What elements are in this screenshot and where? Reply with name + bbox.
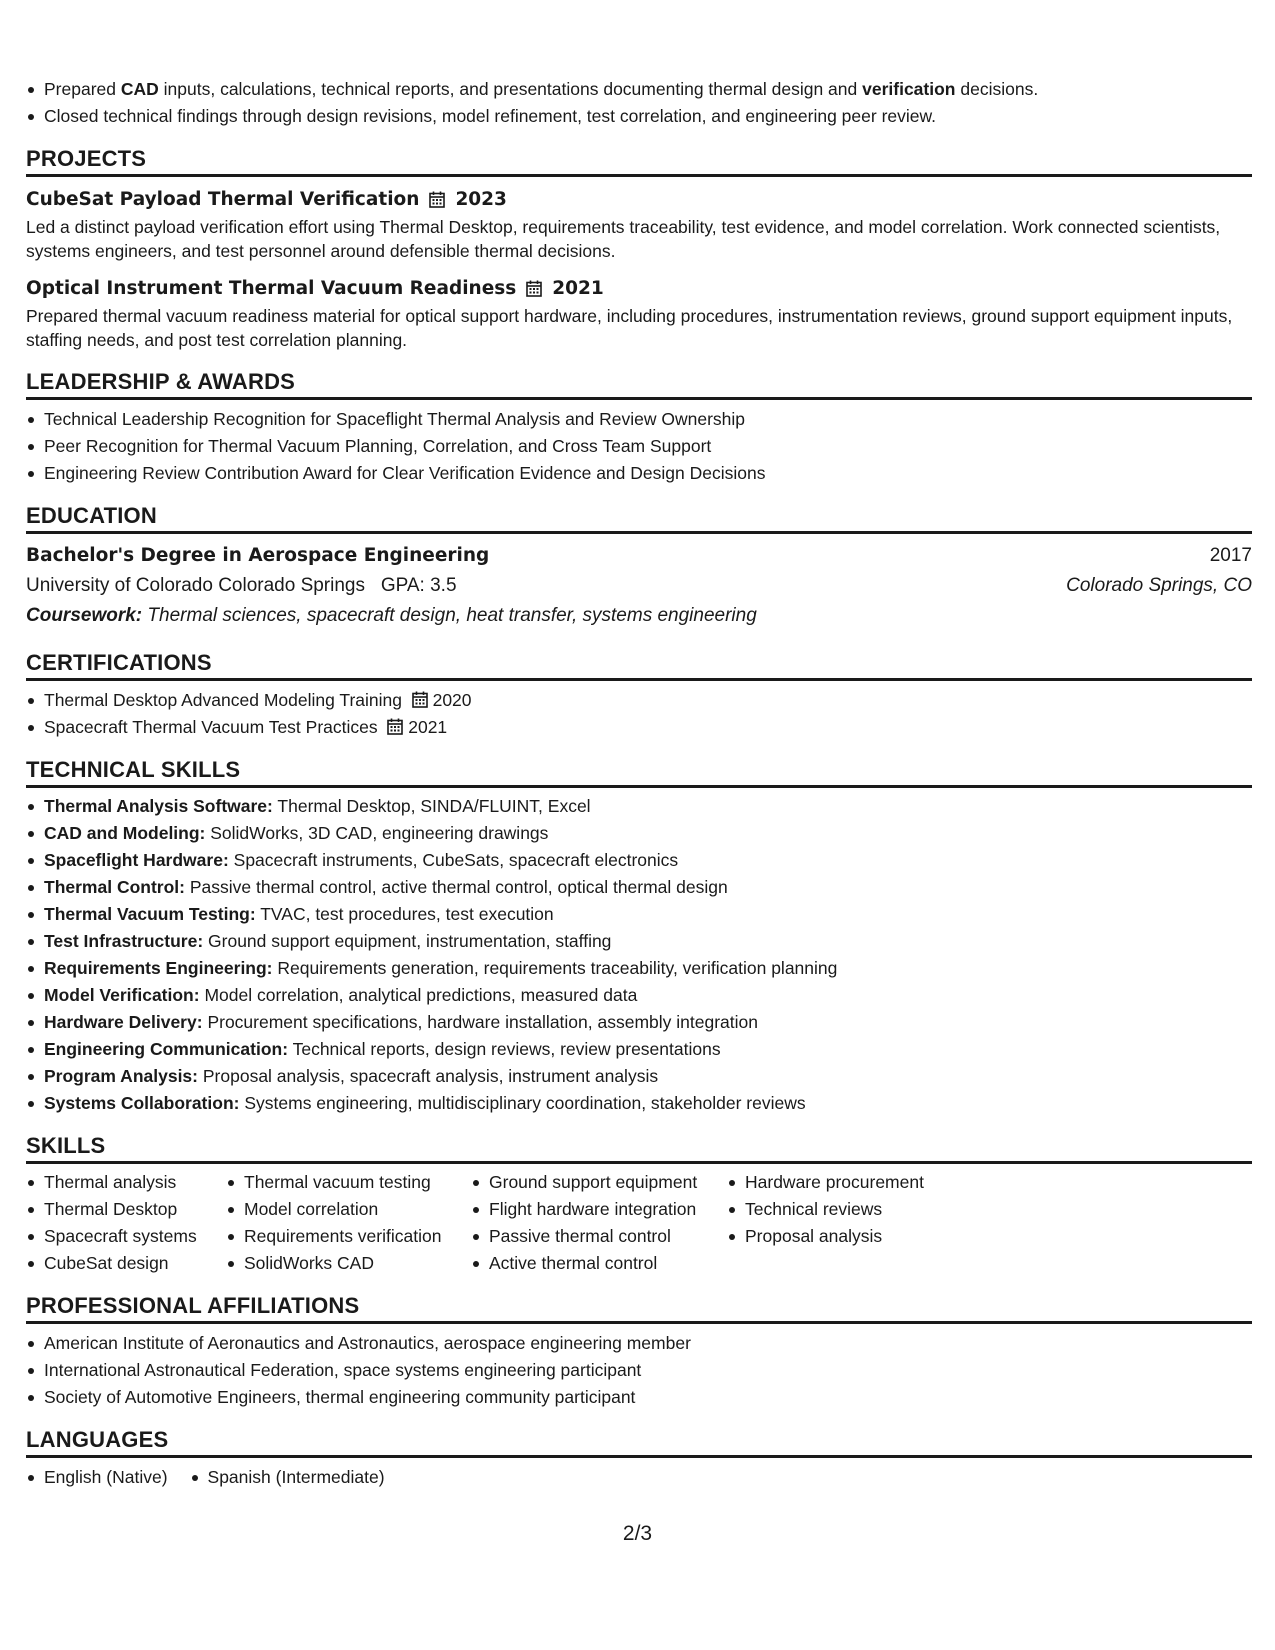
- coursework: [26, 601, 1252, 631]
- affiliations-section: [26, 1293, 1252, 1411]
- technical-skills-list: [26, 793, 1252, 1117]
- skill-values: TVAC, test procedures, test execution: [260, 904, 554, 924]
- list-item: Closed technical findings through design revisions, model refinement, test correlation, and engineering peer review.: [26, 103, 1252, 130]
- project-name: CubeSat Payload Thermal Verification: [26, 188, 420, 210]
- skills-column: [471, 1169, 727, 1277]
- list-item: Thermal vacuum testing: [226, 1169, 471, 1196]
- projects-section: [26, 146, 1252, 352]
- list-item: American Institute of Aeronautics and Astronautics, aerospace engineering member: [26, 1330, 1252, 1357]
- project-year: 2023: [455, 188, 507, 210]
- education-section: [26, 503, 1252, 631]
- list-item: [26, 982, 1252, 1009]
- section-title: LANGUAGES: [26, 1427, 1252, 1458]
- skill-values: Passive thermal control, active thermal control, optical thermal design: [189, 877, 728, 897]
- project-year: 2021: [552, 277, 604, 299]
- skill-values: Model correlation, analytical predictions, measured data: [204, 985, 638, 1005]
- list-item: [26, 955, 1252, 982]
- school-info: [26, 571, 457, 601]
- section-title: LEADERSHIP & AWARDS: [26, 369, 1252, 400]
- skill-category: Requirements Engineering:: [44, 958, 273, 978]
- education-school-row: [26, 571, 1252, 601]
- list-item: [26, 1090, 1252, 1117]
- certification-year: 2021: [408, 717, 448, 737]
- skill-category: Engineering Communication:: [44, 1039, 289, 1059]
- list-item: Spanish (Intermediate): [190, 1464, 385, 1491]
- section-title: PROJECTS: [26, 146, 1252, 177]
- coursework-label: Coursework:: [26, 605, 143, 626]
- school-name: University of Colorado Colorado Springs: [26, 575, 365, 596]
- skill-values: Spacecraft instruments, CubeSats, spacecraft electronics: [233, 850, 679, 870]
- project-name: Optical Instrument Thermal Vacuum Readiness: [26, 277, 517, 299]
- list-item: Peer Recognition for Thermal Vacuum Planning, Correlation, and Cross Team Support: [26, 433, 1252, 460]
- project-entry: [26, 185, 1252, 263]
- project-heading: [26, 185, 1252, 213]
- certification-year: 2020: [432, 690, 472, 710]
- section-title: EDUCATION: [26, 503, 1252, 534]
- list-item: Technical reviews: [727, 1196, 987, 1223]
- skills-column: [226, 1169, 471, 1277]
- skills-column: [727, 1169, 987, 1277]
- leadership-list: [26, 406, 1252, 487]
- languages-section: [26, 1427, 1252, 1491]
- calendar-icon: [429, 191, 445, 208]
- school-location: Colorado Springs, CO: [1066, 575, 1252, 596]
- resume-page: [26, 76, 1252, 1491]
- list-item: [26, 1036, 1252, 1063]
- section-title: SKILLS: [26, 1133, 1252, 1164]
- list-item: [26, 1063, 1252, 1090]
- list-item: [26, 1009, 1252, 1036]
- list-item: Thermal Desktop: [26, 1196, 226, 1223]
- bullet-text: inputs, calculations, technical reports, and presentations documenting thermal design and: [158, 79, 863, 99]
- skill-values: SolidWorks, 3D CAD, engineering drawings: [210, 823, 549, 843]
- list-item: Requirements verification: [226, 1223, 471, 1250]
- degree: Bachelor's Degree in Aerospace Engineering: [26, 545, 490, 566]
- calendar-icon: [526, 280, 542, 297]
- skill-values: Requirements generation, requirements traceability, verification planning: [277, 958, 838, 978]
- list-item: Model correlation: [226, 1196, 471, 1223]
- skills-column: [26, 1169, 226, 1277]
- bullet-text: decisions.: [955, 79, 1039, 99]
- graduation-year: 2017: [1209, 545, 1252, 566]
- skill-category: Hardware Delivery:: [44, 1012, 203, 1032]
- project-description: Prepared thermal vacuum readiness material for optical support hardware, including procedures, instrumentation reviews, ground support equipment inputs, staffing needs, and post test correlation planning.: [26, 306, 1233, 350]
- skill-values: Proposal analysis, spacecraft analysis, instrument analysis: [202, 1066, 659, 1086]
- list-item: Engineering Review Contribution Award for Clear Verification Evidence and Design Decisions: [26, 460, 1252, 487]
- certifications-section: [26, 650, 1252, 741]
- certifications-list: [26, 687, 1252, 741]
- list-item: Society of Automotive Engineers, thermal engineering community participant: [26, 1384, 1252, 1411]
- list-item: Flight hardware integration: [471, 1196, 727, 1223]
- section-title: PROFESSIONAL AFFILIATIONS: [26, 1293, 1252, 1324]
- page-number: 2/3: [622, 1522, 653, 1545]
- gpa: GPA: 3.5: [380, 575, 457, 596]
- skills-columns: [26, 1169, 1252, 1277]
- list-item: [26, 820, 1252, 847]
- coursework-text: Thermal sciences, spacecraft design, heat transfer, systems engineering: [147, 605, 757, 626]
- skills-section: [26, 1133, 1252, 1277]
- skill-values: Ground support equipment, instrumentation, staffing: [208, 931, 612, 951]
- list-item: [26, 793, 1252, 820]
- skill-values: Technical reports, design reviews, review presentations: [292, 1039, 721, 1059]
- project-description: Led a distinct payload verification effort using Thermal Desktop, requirements traceability, test evidence, and model correlation. Work connected scientists, systems engineers, and test personnel around defensible thermal decisions.: [26, 217, 1221, 261]
- bullet-bold: verification: [862, 79, 956, 99]
- list-item: Hardware procurement: [727, 1169, 987, 1196]
- list-item: [26, 901, 1252, 928]
- bullet-text: Prepared: [44, 79, 121, 99]
- list-item: Proposal analysis: [727, 1223, 987, 1250]
- skill-values: Procurement specifications, hardware installation, assembly integration: [207, 1012, 758, 1032]
- section-title: TECHNICAL SKILLS: [26, 757, 1252, 788]
- skill-category: Test Infrastructure:: [44, 931, 204, 951]
- list-item: CubeSat design: [26, 1250, 226, 1277]
- section-title: CERTIFICATIONS: [26, 650, 1252, 681]
- skill-category: Spaceflight Hardware:: [44, 850, 229, 870]
- list-item: [26, 847, 1252, 874]
- affiliations-list: [26, 1330, 1252, 1411]
- list-item: Thermal analysis: [26, 1169, 226, 1196]
- project-entry: [26, 274, 1252, 352]
- calendar-icon: [412, 691, 428, 708]
- skill-category: CAD and Modeling:: [44, 823, 206, 843]
- bullet-bold: CAD: [120, 79, 159, 99]
- list-item: [26, 874, 1252, 901]
- certification-name: Thermal Desktop Advanced Modeling Training: [44, 690, 402, 710]
- list-item: Ground support equipment: [471, 1169, 727, 1196]
- skill-category: Thermal Control:: [44, 877, 185, 897]
- skill-category: Thermal Vacuum Testing:: [44, 904, 256, 924]
- list-item: [26, 714, 1252, 741]
- technical-skills-section: [26, 757, 1252, 1117]
- education-header: [26, 541, 1252, 571]
- list-item: [26, 928, 1252, 955]
- skill-category: Model Verification:: [44, 985, 200, 1005]
- list-item: [26, 76, 1252, 103]
- list-item: [26, 687, 1252, 714]
- list-item: Passive thermal control: [471, 1223, 727, 1250]
- skill-values: Thermal Desktop, SINDA/FLUINT, Excel: [277, 796, 591, 816]
- skill-values: Systems engineering, multidisciplinary coordination, stakeholder reviews: [244, 1093, 806, 1113]
- list-item: Technical Leadership Recognition for Spaceflight Thermal Analysis and Review Ownership: [26, 406, 1252, 433]
- leadership-section: [26, 369, 1252, 487]
- skill-category: Systems Collaboration:: [44, 1093, 240, 1113]
- list-item: Active thermal control: [471, 1250, 727, 1277]
- languages-list: [26, 1464, 1252, 1491]
- calendar-icon: [387, 718, 403, 735]
- list-item: English (Native): [26, 1464, 168, 1491]
- skill-category: Thermal Analysis Software:: [44, 796, 273, 816]
- experience-bullets: [26, 76, 1252, 130]
- list-item: SolidWorks CAD: [226, 1250, 471, 1277]
- list-item: Spacecraft systems: [26, 1223, 226, 1250]
- certification-name: Spacecraft Thermal Vacuum Test Practices: [44, 717, 378, 737]
- skill-category: Program Analysis:: [44, 1066, 198, 1086]
- project-heading: [26, 274, 1252, 302]
- list-item: International Astronautical Federation, space systems engineering participant: [26, 1357, 1252, 1384]
